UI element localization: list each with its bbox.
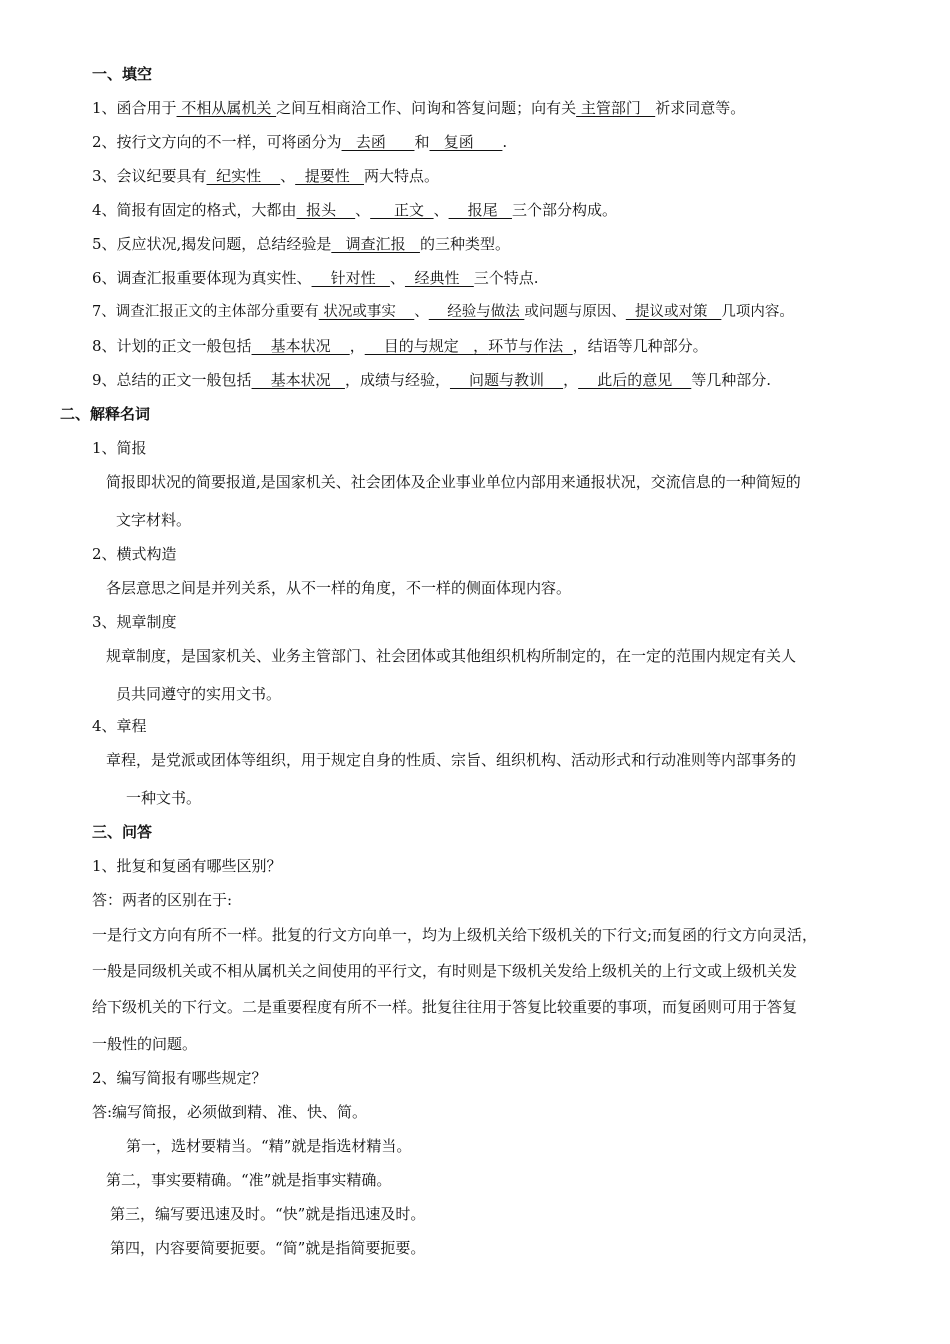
answer-blank: 正文: [370, 201, 434, 219]
answer-blank: 报尾: [448, 201, 512, 219]
term-definition: 章程，是党派或团体等组织，用于规定自身的性质、宗旨、组织机构、活动形式和行动准则等内部事务的: [106, 751, 797, 769]
answer-blank: 目的与规定: [364, 337, 474, 355]
fill-question-1: 1、函合用于 不相从属机关 之间互相商洽工作、问询和答复问题；向有关 主管部门 祈求同意等。: [92, 99, 746, 117]
fill-question-5: 5、反应状况,揭发问题，总结经验是 调查汇报 的三种类型。: [92, 235, 510, 253]
section-3-title: 三、问答: [92, 823, 153, 841]
qa-question: 2、编写简报有哪些规定？: [92, 1069, 267, 1087]
fill-question-2: 2、按行文方向的不一样，可将函分为 去函 和 复函 .: [92, 133, 508, 151]
qa-paragraph: 一是行文方向有所不一样。批复的行文方向单一，均为上级机关给下级机关的下行文;而复函的行文方向灵活，: [92, 926, 818, 944]
answer-blank: 去函: [341, 133, 415, 151]
answer-blank: 主管部门: [576, 99, 656, 117]
qa-requirement: 第一，选材要精当。“精”就是指选材精当。: [126, 1137, 412, 1155]
qa-question: 1、批复和复函有哪些区别？: [92, 857, 282, 875]
answer-blank: 纪实性: [206, 167, 281, 185]
qa-answer: 答：两者的区别在于:: [92, 891, 233, 909]
term-title: 3、规章制度: [92, 613, 177, 631]
answer-blank: 此后的意见: [578, 371, 692, 389]
answer-blank: 问题与教训: [449, 371, 564, 389]
fill-question-8: 8、计划的正文一般包括 基本状况 ， 目的与规定 ，环节与作法 ，结语等几种部分。: [92, 337, 708, 355]
answer-blank: 针对性: [311, 269, 390, 287]
term-definition-cont: 文字材料。: [116, 511, 192, 529]
answer-blank: 调查汇报: [331, 235, 420, 253]
term-definition-cont: 一种文书。: [126, 789, 202, 807]
term-definition: 规章制度，是国家机关、业务主管部门、社会团体或其他组织机构所制定的，在一定的范围内规定有关人: [106, 647, 797, 665]
answer-blank: 复函: [429, 133, 503, 151]
term-definition: 各层意思之间是并列关系，从不一样的角度，不一样的侧面体现内容。: [106, 579, 572, 597]
answer-blank: 经典性: [404, 269, 474, 287]
term-title: 2、横式构造: [92, 545, 177, 563]
term-title: 4、章程: [92, 717, 147, 735]
qa-answer: 答:编写简报，必须做到精、准、快、简。: [92, 1103, 368, 1121]
qa-paragraph: 给下级机关的下行文。二是重要程度有所不一样。批复往往用于答复比较重要的事项，而复函则可用于答复: [92, 998, 798, 1016]
answer-blank: 基本状况: [251, 337, 350, 355]
term-definition-cont: 员共同遵守的实用文书。: [116, 685, 282, 703]
term-definition: 简报即状况的简要报道,是国家机关、社会团体及企业事业单位内部用来通报状况，交流信息的一种简短的: [106, 473, 801, 491]
fill-question-7: 7、调查汇报正文的主体部分重要有 状况或事实 、 经验与做法 或问题与原因、 提议或对策 几项内容。: [92, 304, 794, 320]
qa-paragraph: 一般是同级机关或不相从属机关之间使用的平行文，有时则是下级机关发给上级机关的上行文或上级机关发: [92, 962, 798, 980]
answer-blank: 状况或事实: [318, 304, 415, 320]
answer-blank: 报头: [296, 201, 356, 219]
qa-paragraph: 一般性的问题。: [92, 1035, 198, 1053]
term-title: 1、简报: [92, 439, 147, 457]
answer-blank: 基本状况: [251, 371, 345, 389]
section-1-title: 一、填空: [92, 65, 153, 83]
answer-blank: 提议或对策: [625, 304, 722, 320]
qa-requirement: 第二，事实要精确。“准”就是指事实精确。: [106, 1171, 392, 1189]
fill-question-6: 6、调查汇报重要体现为真实性、 针对性 、 经典性 三个特点.: [92, 269, 539, 287]
section-2-title: 二、解释名词: [60, 405, 151, 423]
qa-requirement: 第四，内容要简要扼要。“简”就是指简要扼要。: [110, 1239, 426, 1257]
qa-requirement: 第三，编写要迅速及时。“快”就是指迅速及时。: [110, 1205, 426, 1223]
fill-question-4: 4、简报有固定的格式，大都由 报头 、 正文 、 报尾 三个部分构成。: [92, 201, 617, 219]
answer-blank: 经验与做法: [428, 304, 525, 320]
fill-question-9: 9、总结的正文一般包括 基本状况 ，成绩与经验， 问题与教训 ， 此后的意见 等几种部分.: [92, 371, 772, 389]
answer-blank: 环节与作法: [488, 337, 573, 355]
fill-question-3: 3、会议纪要具有 纪实性 、 提要性 两大特点。: [92, 167, 440, 185]
answer-blank: 提要性: [295, 167, 365, 185]
answer-blank: 不相从属机关: [176, 99, 277, 117]
